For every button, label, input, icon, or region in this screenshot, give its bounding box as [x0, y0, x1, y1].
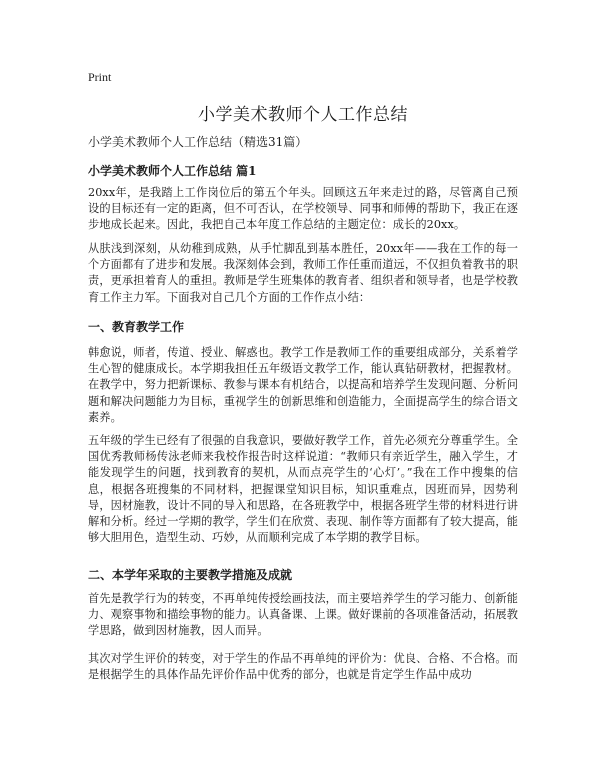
- document-subtitle: 小学美术教师个人工作总结（精选31篇）: [88, 135, 308, 149]
- paragraph: 其次对学生评价的转变，对于学生的作品不再单纯的评价为：优良、合格、不合格。而是根据学生的具体作品先评价作品中优秀的部分，也就是肯定学生作品中成功: [88, 652, 518, 682]
- section-heading: 二、本学年采取的主要教学措施及成就: [88, 568, 293, 582]
- paragraph: 五年级的学生已经有了很强的自我意识，要做好教学工作，首先必须充分尊重学生。全国优秀教师杨传泳老师来我校作报告时这样说道：“教师只有亲近学生，融入学生，才能发现学生的问题，找到教育的契机，从而点亮学生的‘心灯’。”我在工作中搜集的信息，根据各班搜集的不同材料，把握课堂知识目标，知识重难点，因班而异，因势利导，因材施教，设计不同的导入和思路，在各班教学中，根据各班学生带的材料进行讲解和分析。经过一学期的教学，学生们在欣赏、表现、制作等方面都有了较大提高，能够大胆用色，造型生动、巧妙，从而顺利完成了本学期的教学目标。: [88, 434, 518, 545]
- article-heading: 小学美术教师个人工作总结 篇1: [88, 164, 257, 178]
- paragraph: 20xx年，是我踏上工作岗位后的第五个年头。回顾这五年来走过的路，尽管离自己预设的目标还有一定的距离，但不可否认，在学校领导、同事和师傅的帮助下，我正在逐步地成长起来。因此，我把自己本年度工作总结的主题定位：成长的20xx。: [88, 186, 518, 232]
- paragraph: 从肤浅到深刻，从幼稚到成熟，从手忙脚乱到基本胜任，20xx年——我在工作的每一个方面都有了进步和发展。我深刻体会到，教师工作任重而道远，不仅担负着教书的职责，更承担着育人的重担。教师是学生班集体的教育者、组织者和领导者，也是学校教育工作主力军。下面我对自己几个方面的工作作点小结：: [88, 242, 518, 304]
- section-heading: 一、教育教学工作: [88, 320, 185, 334]
- document-title: 小学美术教师个人工作总结: [198, 105, 408, 125]
- paragraph: 韩愈说，师者，传道、授业、解惑也。教学工作是教师工作的重要组成部分，关系着学生心智的健康成长。本学期我担任五年级语文教学工作，能认真钻研教材，把握教材。在教学中，努力把新课标、教参与课本有机结合，以提高和培养学生发现问题、分析问题和解决问题能力为目标，重视学生的创新思维和创造能力，全面提高学生的综合语文素养。: [88, 346, 518, 424]
- print-link[interactable]: Print: [88, 70, 112, 84]
- paragraph: 首先是教学行为的转变，不再单纯传授绘画技法，而主要培养学生的学习能力、创新能力、观察事物和描绘事物的能力。认真备课、上课。做好课前的各项准备活动，拓展教学思路，做到因材施教，因人而异。: [88, 592, 518, 638]
